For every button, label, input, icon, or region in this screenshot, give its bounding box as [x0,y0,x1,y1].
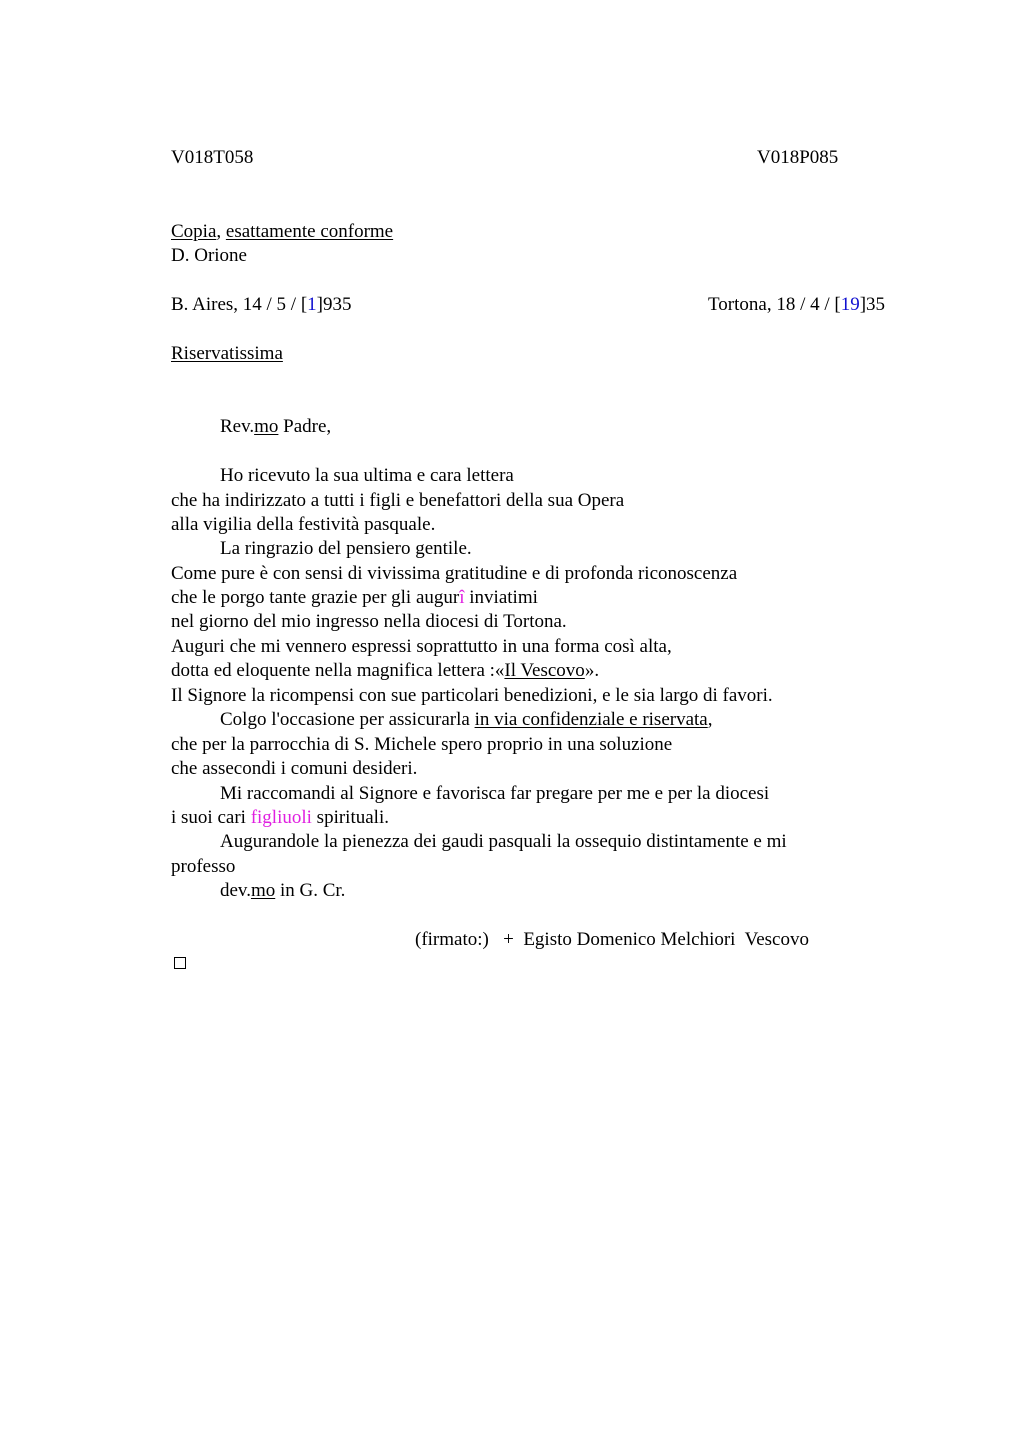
body-line-14: Mi raccomandi al Signore e favorisca far pregare per me e per la diocesi [220,783,770,804]
body-line-12: che per la parrocchia di S. Michele spero proprio in una soluzione [171,734,673,755]
header-right-code: V018P085 [757,147,839,168]
conformity-note: esattamente conforme [225,221,394,242]
closing-suffix: in G. Cr. [275,880,346,901]
closing-prefix: dev. [220,880,251,901]
copy-separator: , [216,221,222,242]
body-line-2: che ha indirizzato a tutti i figli e benefattori della sua Opera [171,490,625,511]
date-left-prefix: B. Aires, 14 / 5 / [ [171,294,308,315]
copy-note [171,220,393,244]
confidential-phrase: in via confidenziale e riservata [474,709,708,730]
body-line-1: Ho ricevuto la sua ultima e cara lettera [220,465,514,486]
body-line-9 [171,659,599,683]
empty-square-icon [174,957,186,969]
body-line-11-prefix: Colgo l'occasione per assicurarla [220,709,475,730]
body-line-15-correction: figliuoli [250,807,312,828]
body-line-17: professo [171,856,236,877]
body-line-3: alla vigilia della festività pasquale. [171,514,436,535]
body-line-10: Il Signore la ricompensi con sue particolari benedizioni, e le sia largo di favori. [171,685,773,706]
body-line-6 [171,586,538,610]
date-right-suffix: ]35 [859,294,886,315]
closing-superscript: mo [250,880,276,901]
body-line-13: che assecondi i comuni desideri. [171,758,418,779]
body-line-11 [220,708,712,732]
body-line-15 [171,806,389,830]
body-line-6-suffix: inviatimi [464,587,538,608]
copy-signer: D. Orione [171,245,247,266]
letter-title: Il Vescovo [504,660,585,681]
body-line-15-prefix: i suoi cari [171,807,251,828]
date-left-suffix: ]935 [316,294,352,315]
body-line-6-prefix: che le porgo tante grazie per gli augur [171,587,460,608]
date-right-editorial: 19 [840,294,860,315]
body-line-7: nel giorno del mio ingresso nella diocesi di Tortona. [171,611,567,632]
salutation-suffix: Padre, [278,416,332,437]
body-line-5: Come pure è con sensi di vivissima gratitudine e di profonda riconoscenza [171,563,738,584]
body-line-8: Auguri che mi vennero espressi soprattutto in una forma così alta, [171,636,672,657]
header-left-code: V018T058 [171,147,254,168]
body-line-4: La ringrazio del pensiero gentile. [220,538,472,559]
salutation-prefix: Rev. [220,416,255,437]
body-line-16: Augurandole la pienezza dei gaudi pasquali la ossequio distintamente e mi [220,831,787,852]
date-left [171,293,352,317]
copy-word: Copia [171,221,217,242]
body-line-15-suffix: spirituali. [311,807,389,828]
body-line-9-suffix: ». [584,660,600,681]
salutation-superscript: mo [254,416,279,437]
signature-line: (firmato:) + Egisto Domenico Melchiori Vescovo [415,929,809,950]
date-right [708,293,885,317]
salutation [220,415,331,439]
date-left-editorial: 1 [307,294,317,315]
date-right-prefix: Tortona, 18 / 4 / [ [708,294,841,315]
body-line-6-correction: î [459,587,465,608]
classification-label: Riservatissima [171,343,283,364]
body-line-9-prefix: dotta ed eloquente nella magnifica lettera :« [171,660,505,681]
body-line-11-suffix: , [707,709,713,730]
closing-line [220,879,345,903]
